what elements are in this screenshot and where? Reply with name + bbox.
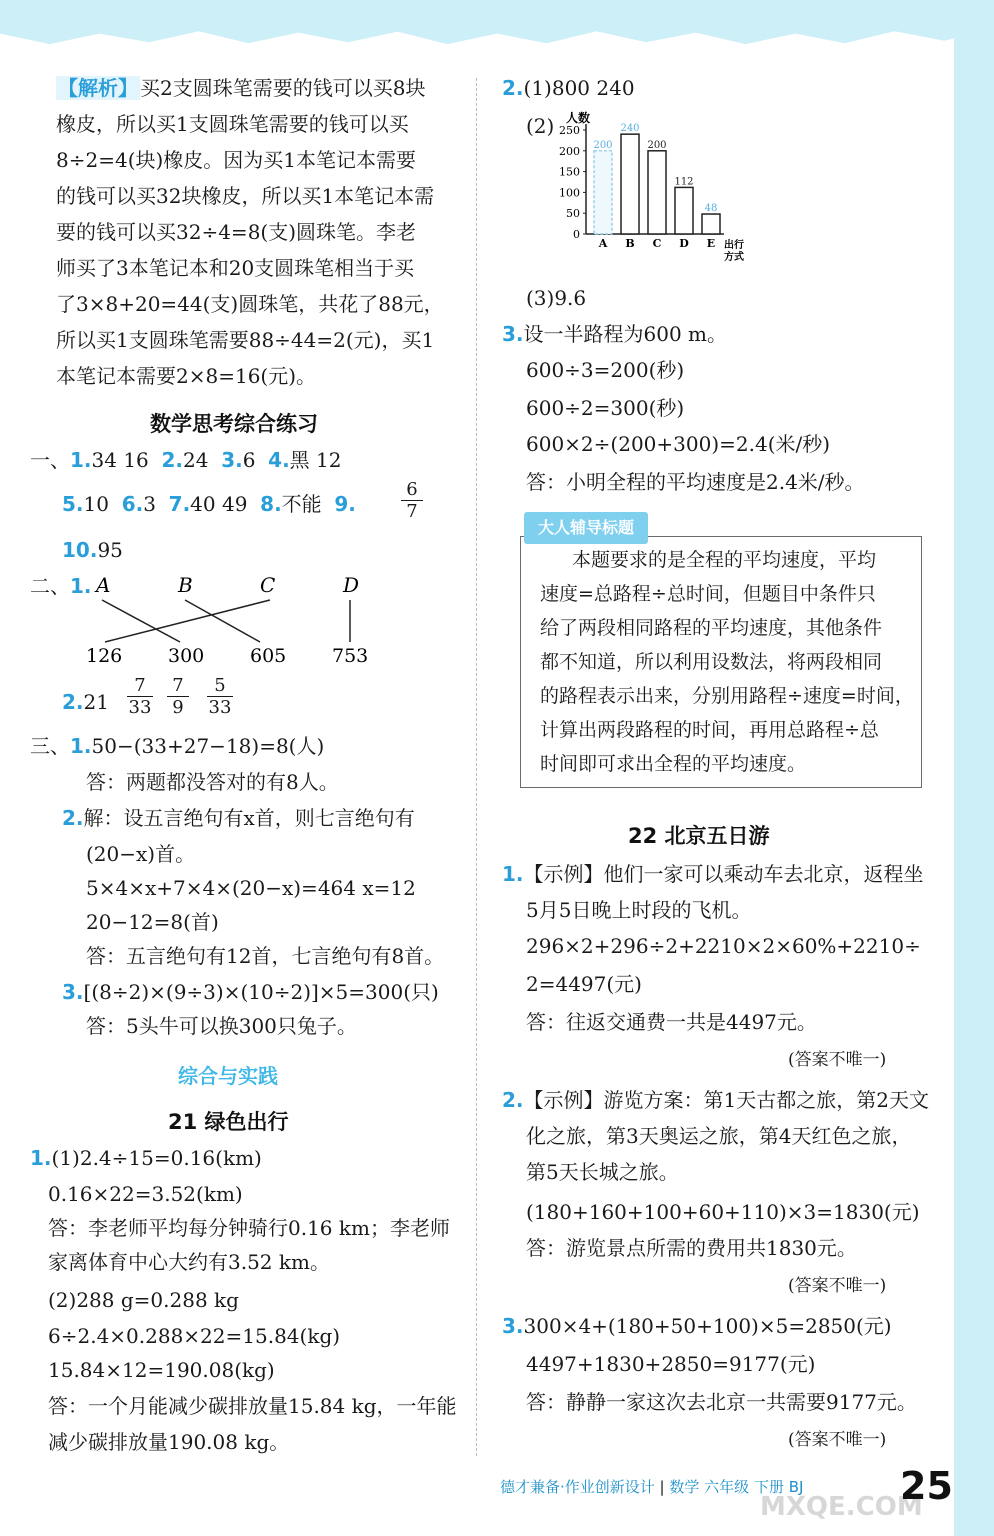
- note-line-5: 的路程表示出来，分别用路程÷速度=时间，: [540, 685, 914, 707]
- part2-label: 二、1.: [30, 574, 92, 598]
- chart-category-label: E: [706, 237, 716, 250]
- chart-ytick-label: 200: [559, 144, 580, 158]
- chart-category-label: C: [652, 237, 662, 250]
- u22q2-line3: 第5天长城之旅。: [526, 1160, 679, 1184]
- fraction-5-33: 5 33: [208, 675, 232, 718]
- tutor-note-tag: 大人辅导标题: [524, 512, 648, 544]
- analysis-line-1: 【解析】 买2支圆珠笔需要的钱可以买8块: [58, 76, 426, 100]
- q2-part2-label: (2): [526, 114, 555, 138]
- match-number-605: 605: [250, 645, 287, 667]
- u22q1-note: (答案不唯一): [788, 1050, 887, 1070]
- part3-q3-line1: 3.[(8÷2)×(9÷3)×(10÷2)]×5=300(只): [62, 980, 439, 1004]
- page-number: 25: [900, 1464, 953, 1508]
- chart-bar: [702, 214, 720, 234]
- chart-ytick-label: 100: [559, 186, 580, 200]
- u22q3-note: (答案不唯一): [788, 1430, 887, 1450]
- unit21-line2: 0.16×22=3.52(km): [48, 1182, 243, 1206]
- u22q3-line1: 3.300×4+(180+50+100)×5=2850(元): [502, 1314, 892, 1338]
- part3-q2-line4: 20−12=8(首): [86, 910, 219, 934]
- chart-category-label: A: [598, 237, 608, 250]
- fraction-9: 6 7: [398, 480, 426, 523]
- chart-category-label: D: [679, 237, 689, 250]
- analysis-line-4: 的钱可以买32块橡皮，所以买1本笔记本需: [56, 184, 435, 208]
- column-divider: [476, 78, 477, 1456]
- chart-bar: [621, 134, 639, 234]
- note-line-7: 时间即可求出全程的平均速度。: [540, 753, 807, 775]
- part1-row1: 一、1.34 16 2.24 3.6 4.黑 12: [30, 448, 342, 472]
- u22q1-line1: 1.【示例】他们一家可以乘动车去北京，返程坐: [502, 862, 924, 886]
- part3-q2-line1: 2.解：设五言绝句有x首，则七言绝句有: [62, 806, 415, 830]
- chart-data-label: 112: [674, 176, 694, 188]
- top-decoration: [0, 0, 994, 48]
- analysis-line-8: 所以买1支圆珠笔需要88÷44=2(元)，买1: [56, 328, 435, 352]
- u22q1-line2: 5月5日晚上时段的飞机。: [526, 898, 752, 922]
- chart-data-label: 48: [704, 203, 718, 215]
- part2-q2: 2.21: [62, 690, 109, 714]
- part3-q3-line2: 答：5头牛可以换300只兔子。: [86, 1014, 357, 1038]
- match-number-126: 126: [86, 645, 123, 667]
- unit21-title: 21 绿色出行: [168, 1110, 289, 1134]
- footer-grade: 六年级: [704, 1478, 750, 1496]
- chart-category-label: B: [625, 237, 635, 250]
- unit21-line1: 1.(1)2.4÷15=0.16(km): [30, 1146, 262, 1170]
- u22q2-line2: 化之旅，第3天奥运之旅，第4天红色之旅，: [526, 1124, 912, 1148]
- chart-ytick-label: 0: [573, 228, 580, 241]
- unit21-line7: 15.84×12=190.08(kg): [48, 1358, 275, 1382]
- chart-xlabel-line2: 方式: [724, 252, 744, 263]
- match-line-b: [185, 600, 260, 642]
- u22q1-line4: 2=4497(元): [526, 972, 642, 996]
- q3-line4: 600×2÷(200+300)=2.4(米/秒): [526, 432, 831, 456]
- unit21-line8: 答：一个月能减少碳排放量15.84 kg，一年能: [48, 1394, 457, 1418]
- note-line-6: 计算出两段路程的时间，再用总路程÷总: [540, 719, 879, 741]
- part3-q1-line1: 三、1.50−(33+27−18)=8(人): [30, 734, 325, 758]
- footer-subject: 数学: [669, 1478, 700, 1496]
- match-letter-c: C: [260, 573, 276, 597]
- u22q1-line5: 答：往返交通费一共是4497元。: [526, 1010, 817, 1034]
- match-letter-b: B: [178, 573, 193, 597]
- u22q1-line3: 296×2+296÷2+2210×2×60%+2210÷: [526, 934, 921, 958]
- part3-q2-line3: 5×4×x+7×4×(20−x)=464 x=12: [86, 876, 416, 900]
- chart-bar: [675, 187, 693, 234]
- footer-volume: 下册: [753, 1478, 784, 1496]
- q3-line3: 600÷2=300(秒): [526, 396, 685, 420]
- matching-diagram: [80, 570, 400, 670]
- fraction-7-33: 7 33: [128, 675, 152, 718]
- u22q2-note: (答案不唯一): [788, 1276, 887, 1296]
- watermark: MXQE.COM: [760, 1492, 923, 1522]
- footer-brand: 德才兼备·作业创新设计: [500, 1478, 655, 1496]
- note-line-2: 速度=总路程÷总时间，但题目中条件只: [540, 583, 876, 605]
- analysis-line-9: 本笔记本需要2×8=16(元)。: [56, 364, 317, 388]
- part3-q2-line2: (20−x)首。: [86, 842, 196, 866]
- unit21-line5: (2)288 g=0.288 kg: [48, 1288, 239, 1312]
- q2-line3: (3)9.6: [526, 286, 587, 310]
- part3-q1-line2: 答：两题都没答对的有8人。: [86, 770, 339, 794]
- footer-edition: BJ: [788, 1478, 804, 1496]
- chart-ylabel: 人数: [566, 111, 591, 125]
- analysis-line-3: 8÷2=4(块)橡皮。因为买1本笔记本需要: [56, 148, 417, 172]
- chart-ytick-label: 150: [559, 165, 580, 179]
- match-letter-d: D: [343, 573, 360, 597]
- chart-xlabel-line1: 出行: [724, 240, 744, 251]
- fraction-7-9: 7 9: [164, 676, 192, 719]
- match-number-753: 753: [332, 645, 369, 667]
- part1-row3: 10.95: [62, 538, 123, 562]
- chart-data-label: 240: [620, 123, 640, 135]
- analysis-line-2: 橡皮，所以买1支圆珠笔需要的钱可以买: [56, 112, 409, 136]
- u22q3-line3: 答：静静一家这次去北京一共需要9177元。: [526, 1390, 917, 1414]
- unit21-line3: 答：李老师平均每分钟骑行0.16 km；李老师: [48, 1216, 450, 1240]
- u22q2-line4: (180+160+100+60+110)×3=1830(元): [526, 1200, 920, 1224]
- chart-ytick-label: 50: [566, 207, 580, 221]
- unit21-line4: 家离体育中心大约有3.52 km。: [48, 1250, 330, 1274]
- chart-bar: [648, 151, 666, 234]
- match-line-c: [105, 600, 270, 642]
- bar-chart: [556, 108, 776, 268]
- unit21-line9: 减少碳排放量190.08 kg。: [48, 1430, 290, 1454]
- chart-ytick-label: 250: [559, 124, 580, 137]
- part1-row2: 5.10 6.3 7.40 49 8.不能 9.: [62, 492, 356, 516]
- q3-line5: 答：小明全程的平均速度是2.4米/秒。: [526, 470, 865, 494]
- analysis-line-5: 要的钱可以买32÷4=8(支)圆珠笔。李老: [56, 220, 417, 244]
- note-line-1: 本题要求的是全程的平均速度，平均: [572, 549, 877, 571]
- unit22-title: 22 北京五日游: [628, 824, 770, 848]
- analysis-tag: 【解析】: [58, 76, 138, 100]
- u22q3-line2: 4497+1830+2850=9177(元): [526, 1352, 816, 1376]
- u22q2-line1: 2.【示例】游览方案：第1天古都之旅，第2天文: [502, 1088, 929, 1112]
- chart-data-label: 200: [647, 139, 667, 151]
- chart-bar: [594, 151, 612, 234]
- analysis-line-6: 师买了3本笔记本和20支圆珠笔相当于买: [56, 256, 415, 280]
- analysis-line-7: 了3×8+20=44(支)圆珠笔，共花了88元，: [56, 292, 444, 316]
- match-line-a: [102, 600, 180, 642]
- part3-q2-line5: 答：五言绝句有12首，七言绝句有8首。: [86, 944, 445, 968]
- q3-line2: 600÷3=200(秒): [526, 358, 685, 382]
- note-line-4: 都不知道，所以利用设数法，将两段相同: [540, 651, 883, 673]
- u22q2-line5: 答：游览景点所需的费用共1830元。: [526, 1236, 857, 1260]
- match-number-300: 300: [168, 645, 205, 667]
- section-title: 数学思考综合练习: [150, 412, 318, 436]
- q2-line1: 2.(1)800 240: [502, 76, 635, 100]
- q3-line1: 3.设一半路程为600 m。: [502, 322, 728, 346]
- note-line-3: 给了两段相同路程的平均速度，其他条件: [540, 617, 883, 639]
- unit21-line6: 6÷2.4×0.288×22=15.84(kg): [48, 1324, 341, 1348]
- match-letter-a: A: [96, 573, 111, 597]
- side-decoration: [954, 0, 994, 1536]
- practice-title: 综合与实践: [178, 1064, 278, 1088]
- chart-data-label: 200: [593, 139, 613, 151]
- footer: 德才兼备·作业创新设计 | 数学 六年级 下册 BJ: [500, 1478, 804, 1496]
